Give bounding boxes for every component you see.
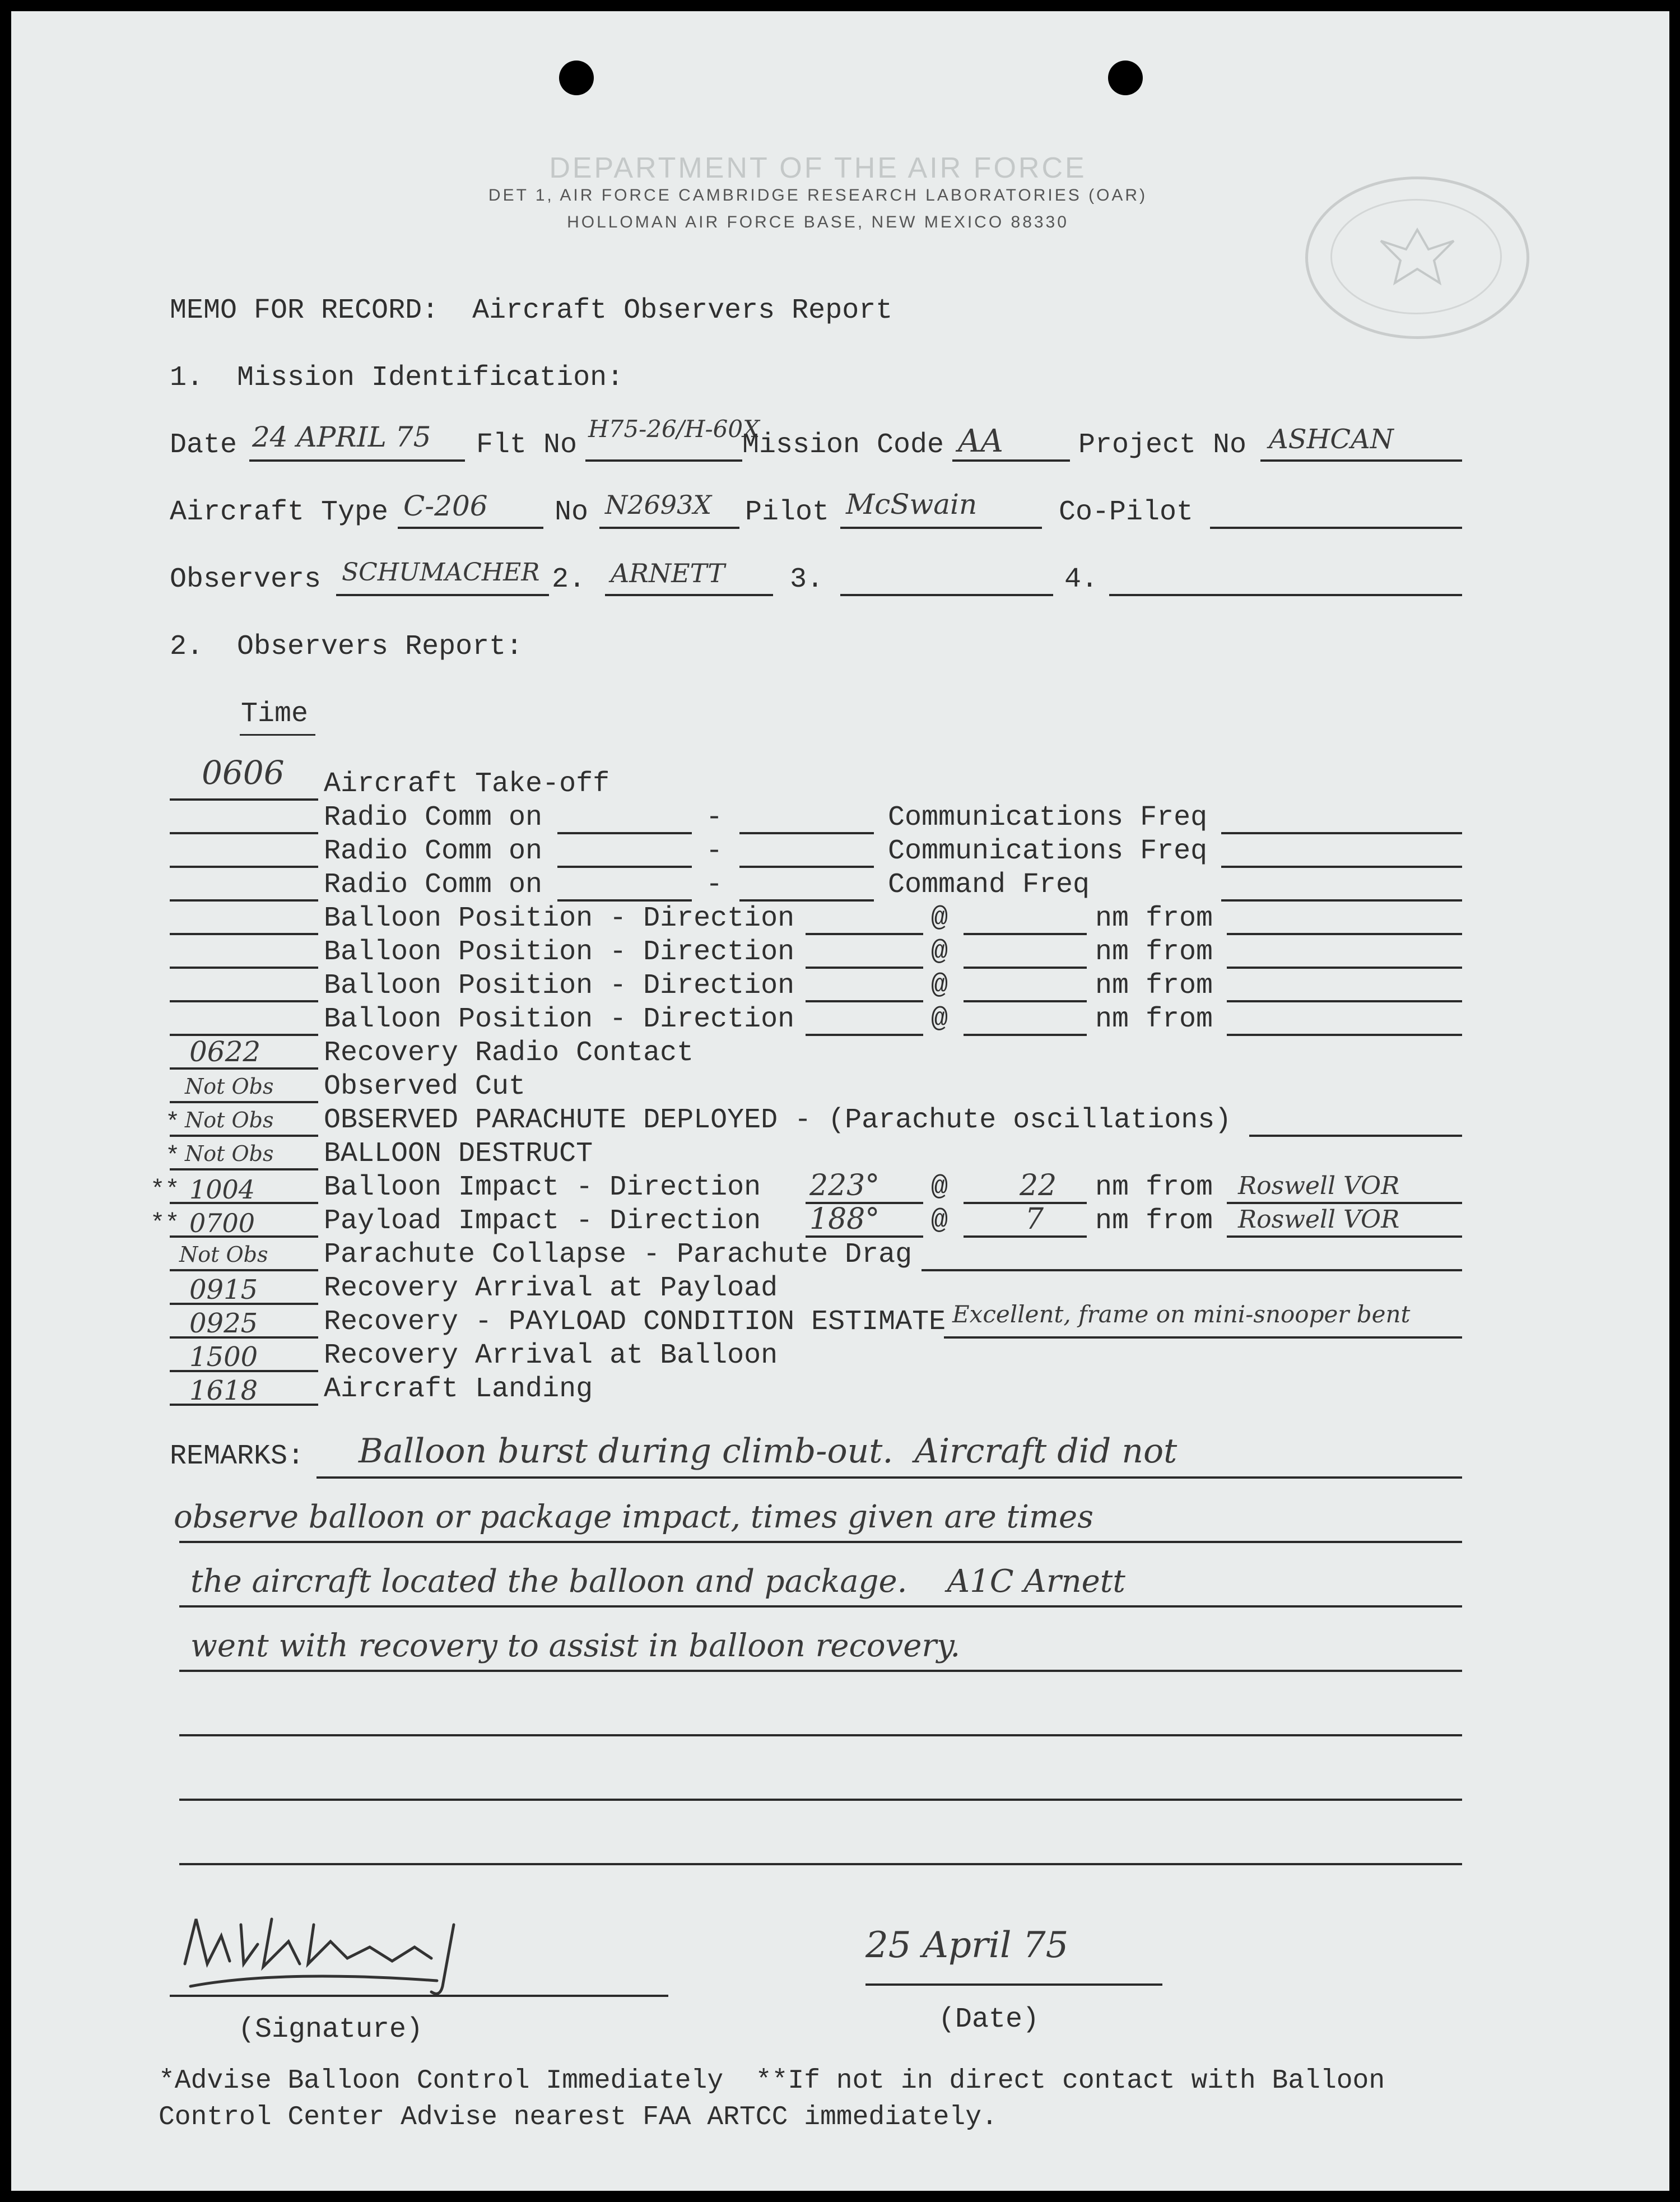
distance-line: [964, 1000, 1087, 1002]
air-force-seal: [1305, 176, 1529, 339]
direction-line: [806, 933, 923, 935]
event-label: Observed Cut: [324, 1071, 526, 1103]
section-1-heading: 1. Mission Identification:: [170, 362, 624, 394]
remarks-rule: [179, 1799, 1462, 1801]
event-time: 0606: [202, 754, 285, 792]
remarks-rule: [179, 1541, 1462, 1543]
flight-number-value: H75-26/H-60X: [588, 415, 760, 443]
comm-freq-label: Communications Freq: [888, 802, 1208, 834]
letterhead-line-2: HOLLOMAN AIR FORCE BASE, NEW MEXICO 88330: [567, 213, 1069, 231]
remarks-label: REMARKS:: [170, 1441, 305, 1472]
dash: -: [706, 869, 723, 901]
dash: -: [706, 802, 723, 834]
event-label: Recovery Arrival at Payload: [324, 1272, 778, 1304]
event-time: 1500: [189, 1341, 258, 1373]
event-time: 1618: [189, 1375, 258, 1406]
flight-number-line: [585, 459, 742, 462]
payload-impact-distance: 7: [1025, 1202, 1044, 1236]
observer-3-label: 3.: [790, 564, 824, 596]
observer-2-value: ARNETT: [611, 558, 725, 588]
remarks-rule: [179, 1670, 1462, 1672]
event-time-line: [170, 1336, 318, 1339]
at-sign: @: [931, 1004, 948, 1035]
event-label: Payload Impact - Direction: [324, 1205, 761, 1237]
aircraft-number-value: N2693X: [605, 490, 712, 520]
aircraft-type-line: [398, 527, 543, 529]
copilot-line: [1210, 527, 1462, 529]
at-sign: @: [931, 1172, 948, 1204]
event-time-line: [170, 1235, 318, 1238]
section-2-heading: 2. Observers Report:: [170, 631, 523, 663]
command-freq-label: Command Freq: [888, 869, 1090, 901]
event-label: Radio Comm on: [324, 869, 543, 901]
event-time-line: [170, 832, 318, 834]
event-label: Parachute Collapse - Parachute Drag: [324, 1239, 913, 1271]
event-time-line: [170, 899, 318, 902]
observer-4-line: [1109, 594, 1462, 596]
pilot-label: Pilot: [745, 496, 830, 528]
remarks-line-3: the aircraft located the balloon and package. A1C Arnett: [190, 1563, 1125, 1600]
project-number-line: [1260, 459, 1462, 462]
radio-freq-line: [557, 899, 692, 902]
aircraft-number-line: [599, 527, 739, 529]
direction-line: [806, 967, 923, 969]
payload-impact-from: Roswell VOR: [1238, 1205, 1400, 1234]
event-label: Aircraft Landing: [324, 1373, 593, 1405]
asterisk-single: *: [165, 1109, 180, 1137]
from-line: [1227, 1000, 1462, 1002]
event-time-line: [170, 1067, 318, 1070]
event-time-line: [170, 1168, 318, 1170]
event-label: Radio Comm on: [324, 835, 543, 867]
nm-from-label: nm from: [1095, 1004, 1213, 1035]
signature-date-value: 25 April 75: [865, 1925, 1069, 1966]
distance-line: [964, 967, 1087, 969]
balloon-impact-distance: 22: [1020, 1169, 1057, 1202]
at-sign: @: [931, 1205, 948, 1237]
event-time-line: [170, 1135, 318, 1137]
date-caption: (Date): [938, 2004, 1040, 2036]
at-sign: @: [931, 903, 948, 935]
event-time-line: [170, 967, 318, 969]
punch-hole-right: [1108, 61, 1143, 95]
nm-from-label: nm from: [1095, 936, 1213, 968]
remarks-line-2: observe balloon or package impact, times given are times: [174, 1499, 1093, 1535]
project-number-label: Project No: [1078, 429, 1247, 461]
observer-2-label: 2.: [552, 564, 586, 596]
footnote-line-1: *Advise Balloon Control Immediately **If not in direct contact with Balloon: [159, 2066, 1385, 2096]
event-label: BALLOON DESTRUCT: [324, 1138, 593, 1170]
copilot-label: Co-Pilot: [1059, 496, 1194, 528]
event-label: Balloon Position - Direction: [324, 903, 795, 935]
radio-freq-line: [739, 899, 874, 902]
event-time: Not Obs: [185, 1074, 274, 1099]
signature-line: [170, 1995, 668, 1997]
aircraft-number-label: No: [555, 496, 589, 528]
from-line: [1227, 1235, 1462, 1238]
payload-condition-line: [944, 1336, 1462, 1339]
comm-freq-line: [1221, 832, 1462, 834]
nm-from-label: nm from: [1095, 1205, 1213, 1237]
event-time-line: [170, 1370, 318, 1372]
comm-freq-line: [1221, 866, 1462, 868]
punch-hole-left: [559, 61, 594, 95]
eagle-icon: [1375, 219, 1459, 291]
letterhead-department: DEPARTMENT OF THE AIR FORCE: [549, 152, 1087, 184]
event-time-line: [170, 1101, 318, 1103]
nm-from-label: nm from: [1095, 903, 1213, 935]
distance-line: [964, 1034, 1087, 1036]
payload-condition-value: Excellent, frame on mini-snooper bent: [952, 1300, 1411, 1328]
radio-freq-line: [739, 832, 874, 834]
aircraft-type-value: C-206: [403, 490, 488, 522]
memo-page: [11, 11, 1669, 2191]
memo-title: MEMO FOR RECORD: Aircraft Observers Report: [170, 295, 893, 327]
event-time-line: [170, 1404, 318, 1406]
event-time-line: [170, 1303, 318, 1305]
pilot-value: McSwain: [846, 488, 978, 521]
event-time: 0925: [189, 1308, 258, 1339]
date-signature-line: [865, 1983, 1162, 1986]
asterisk-single: *: [165, 1142, 180, 1170]
remarks-rule: [179, 1863, 1462, 1865]
pilot-line: [840, 527, 1042, 529]
event-label: Balloon Position - Direction: [324, 936, 795, 968]
distance-line: [964, 933, 1087, 935]
from-line: [1227, 1202, 1462, 1204]
project-number-value: ASHCAN: [1269, 424, 1394, 455]
date-line: [249, 459, 465, 462]
observer-1-line: [336, 594, 549, 596]
radio-freq-line: [739, 866, 874, 868]
from-line: [1227, 967, 1462, 969]
event-time: Not Obs: [179, 1242, 268, 1267]
event-time-line: [170, 933, 318, 935]
date-value: 24 APRIL 75: [252, 421, 431, 453]
observers-label: Observers: [170, 564, 322, 596]
event-time: 1004: [189, 1174, 255, 1205]
observer-4-label: 4.: [1064, 564, 1099, 596]
event-label: Aircraft Take-off: [324, 768, 610, 800]
from-line: [1227, 933, 1462, 935]
asterisk-double: **: [150, 1210, 180, 1238]
event-time: 0700: [189, 1208, 255, 1238]
direction-line: [806, 1000, 923, 1002]
observer-2-line: [605, 594, 773, 596]
remarks-rule: [179, 1605, 1462, 1608]
remarks-line-1: Balloon burst during climb-out. Aircraft did not: [359, 1432, 1178, 1471]
observer-3-line: [840, 594, 1053, 596]
radio-freq-line: [557, 832, 692, 834]
event-time-line: [170, 866, 318, 868]
time-column-header: Time: [241, 698, 309, 730]
event-label: OBSERVED PARACHUTE DEPLOYED - (Parachute oscillations): [324, 1104, 1232, 1136]
event-time: 0915: [189, 1274, 258, 1306]
balloon-impact-direction: 223°: [809, 1169, 880, 1202]
time-header-underline: [240, 734, 315, 736]
parachute-drag-line: [922, 1269, 1462, 1271]
direction-line: [806, 1034, 923, 1036]
letterhead-line-1: DET 1, AIR FORCE CAMBRIDGE RESEARCH LABORATORIES (OAR): [488, 186, 1148, 205]
payload-impact-direction: 188°: [809, 1202, 880, 1236]
event-time-line: [170, 1202, 318, 1204]
remarks-line-4: went with recovery to assist in balloon recovery.: [190, 1628, 961, 1664]
event-label: Balloon Position - Direction: [324, 970, 795, 1002]
event-time: Not Obs: [185, 1141, 274, 1166]
command-freq-line: [1221, 899, 1462, 902]
dash: -: [706, 835, 723, 867]
footnote-line-2: Control Center Advise nearest FAA ARTCC immediately.: [159, 2102, 998, 2133]
remarks-rule: [179, 1734, 1462, 1736]
event-label: Radio Comm on: [324, 802, 543, 834]
nm-from-label: nm from: [1095, 970, 1213, 1002]
event-label: Recovery Radio Contact: [324, 1037, 694, 1069]
at-sign: @: [931, 936, 948, 968]
parachute-oscillations-line: [1249, 1135, 1462, 1137]
asterisk-double: **: [150, 1176, 180, 1204]
aircraft-type-label: Aircraft Type: [170, 496, 389, 528]
event-label: Recovery - PAYLOAD CONDITION ESTIMATE: [324, 1306, 946, 1338]
mission-code-line: [952, 459, 1070, 462]
event-time: Not Obs: [185, 1108, 274, 1132]
distance-line: [964, 1235, 1087, 1238]
event-label: Balloon Position - Direction: [324, 1004, 795, 1035]
date-label: Date: [170, 429, 238, 461]
remarks-rule: [317, 1476, 1462, 1479]
handwritten-signature: [168, 1902, 605, 1997]
radio-freq-line: [557, 866, 692, 868]
signature-caption: (Signature): [238, 2014, 424, 2046]
direction-line: [806, 1235, 923, 1238]
event-label: Recovery Arrival at Balloon: [324, 1340, 778, 1372]
mission-code-value: AA: [958, 423, 1003, 459]
flight-number-label: Flt No: [476, 429, 578, 461]
at-sign: @: [931, 970, 948, 1002]
observer-1-value: SCHUMACHER: [342, 558, 540, 587]
comm-freq-label: Communications Freq: [888, 835, 1208, 867]
event-time-line: [170, 798, 318, 801]
event-time: 0622: [189, 1035, 261, 1068]
event-time-line: [170, 1269, 318, 1271]
event-label: Balloon Impact - Direction: [324, 1172, 761, 1204]
from-line: [1227, 1034, 1462, 1036]
nm-from-label: nm from: [1095, 1172, 1213, 1204]
event-time-line: [170, 1000, 318, 1002]
balloon-impact-from: Roswell VOR: [1238, 1172, 1400, 1200]
mission-code-label: Mission Code: [742, 429, 944, 461]
